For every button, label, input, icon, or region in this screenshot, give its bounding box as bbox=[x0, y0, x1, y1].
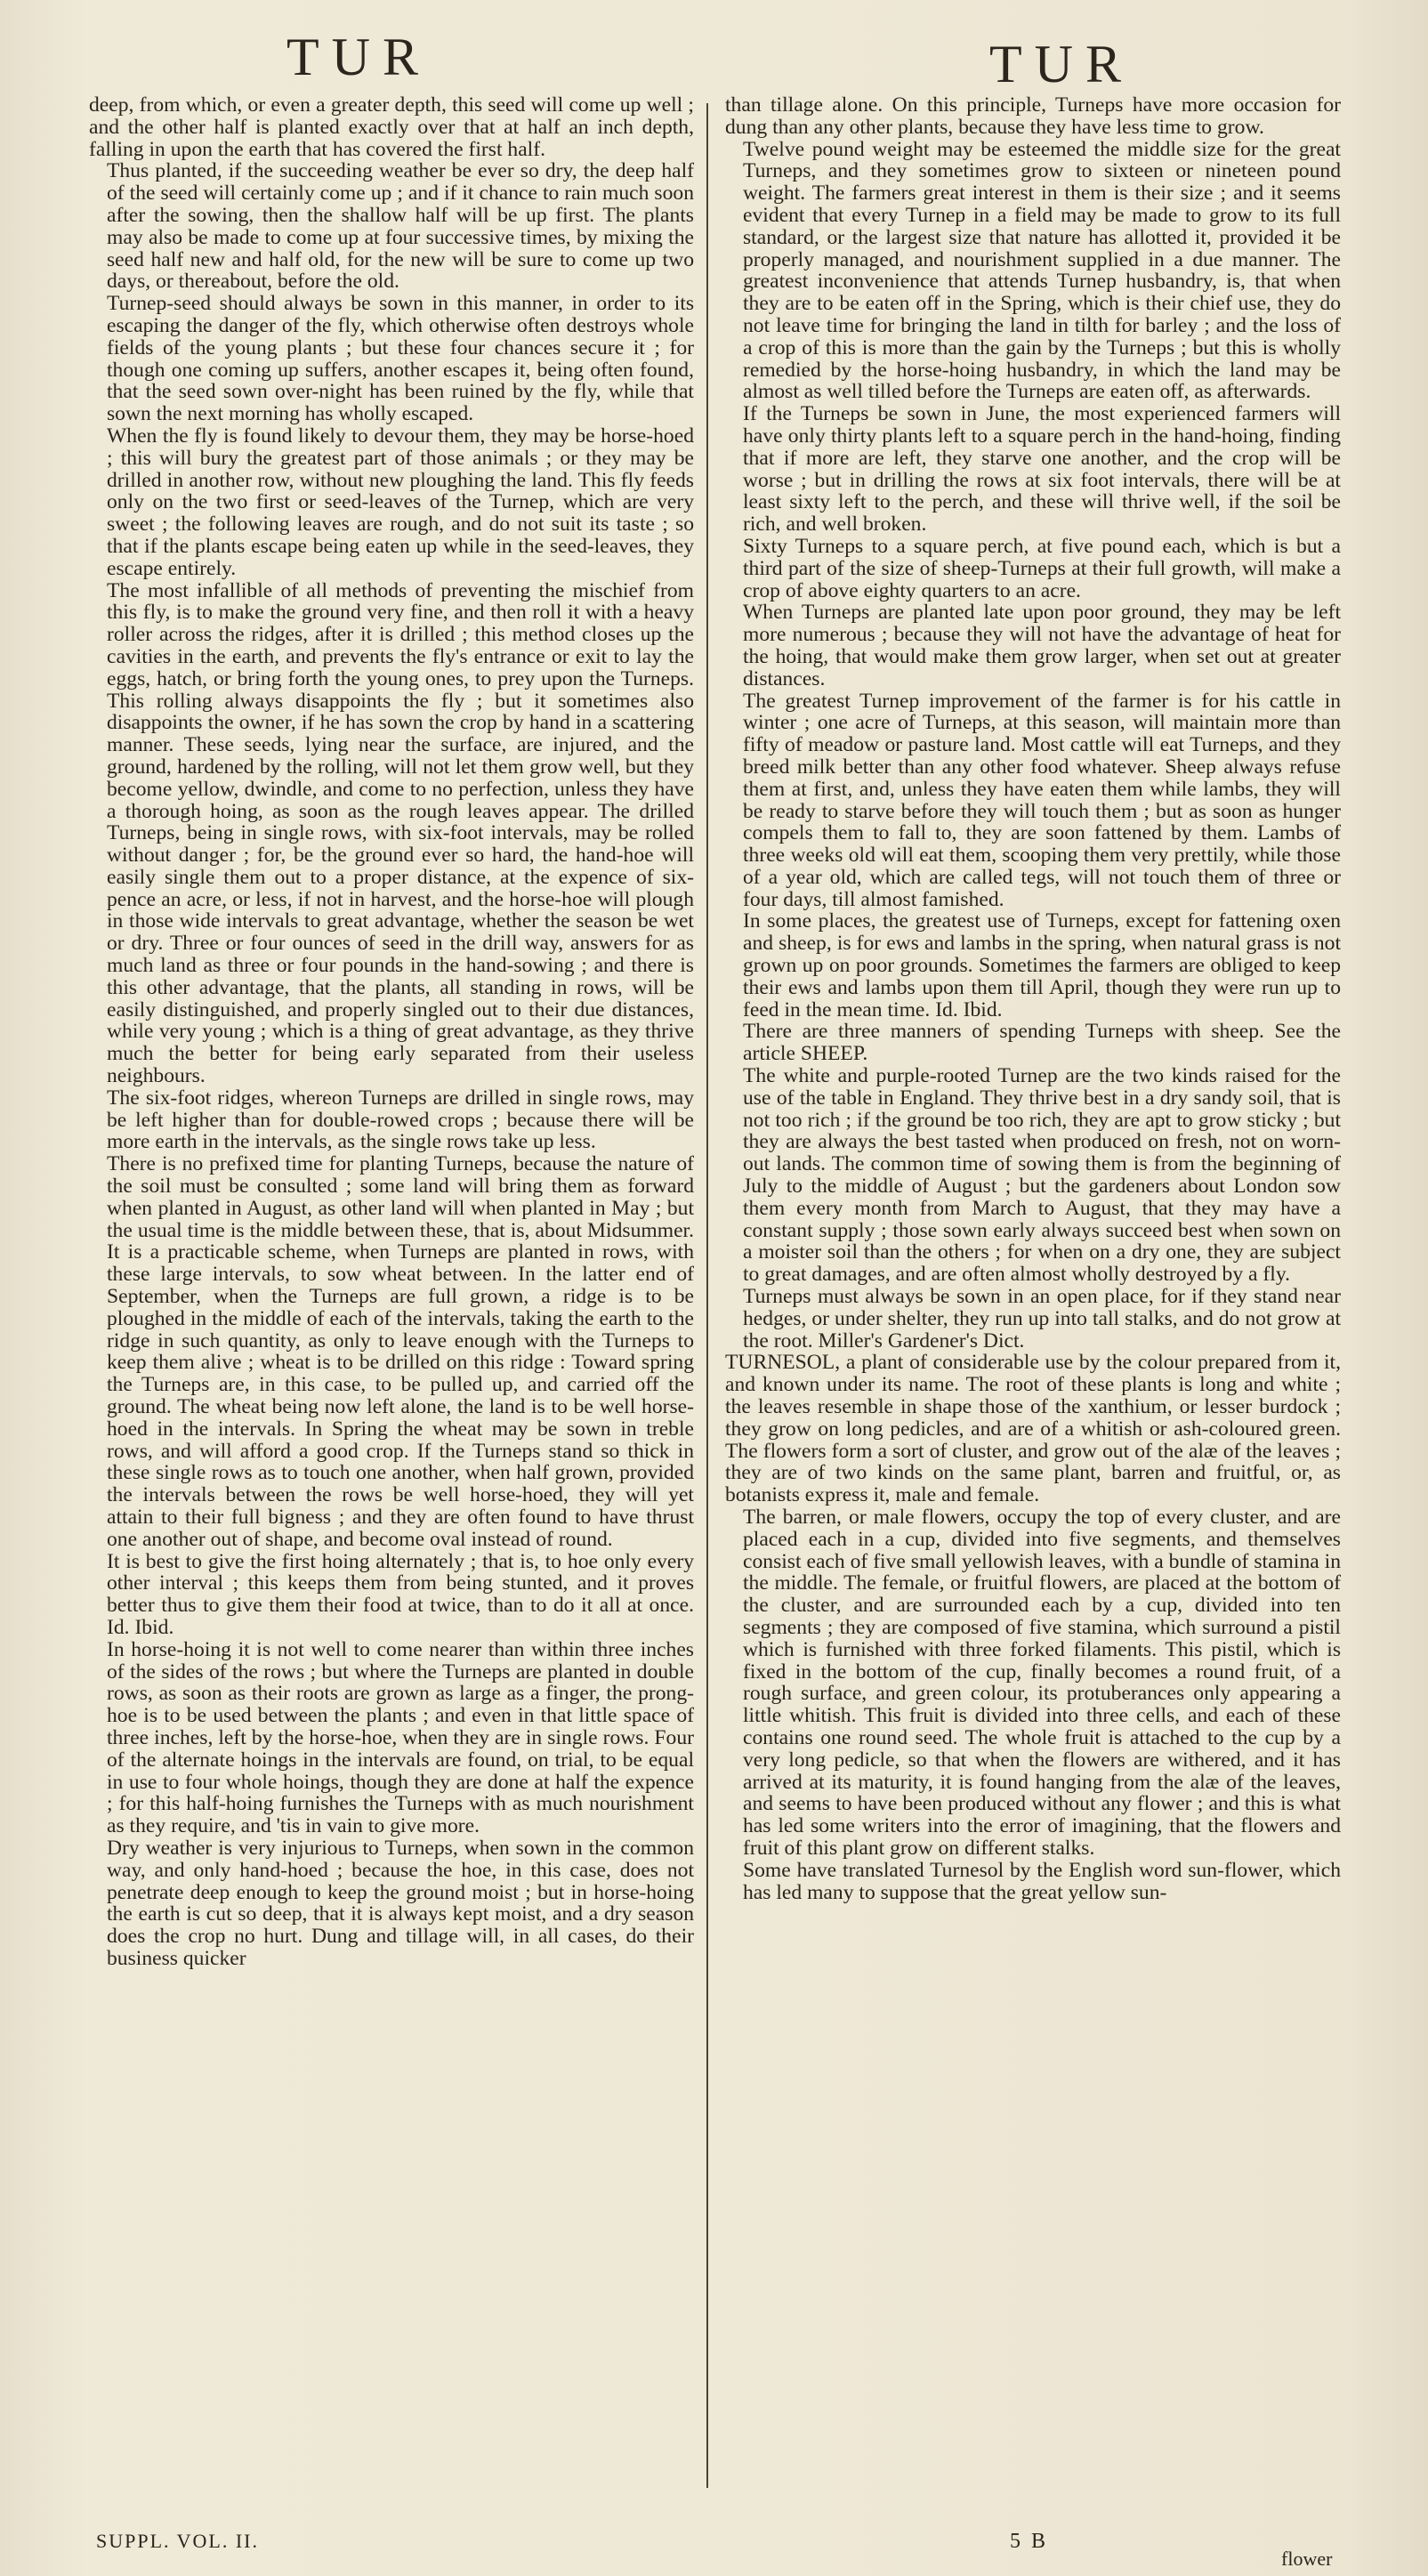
paragraph: In horse-hoing it is not well to come nearer than within three inches of the sides of the rows ; but where the Turneps are planted in double rows, as soon as their roots are grown as large as a finger, the prong-hoe is to be used between the plants ; and even in that little space of three inches, left by the horse-hoe, when they are in single rows. Four of the alternate hoings in the intervals are found, on trial, to be equal in use to four whole hoings, though they are done at half the expence ; for this half-hoing furnishes the Turneps with as much nourishment as they require, and 'tis in vain to give more. bbox=[107, 1637, 694, 1838]
paragraph: Turneps must always be sown in an open place, for if they stand near hedges, or under shelter, they run up into tall stalks, and do not grow at the root. Miller's Gardener's Dict. bbox=[743, 1285, 1341, 1353]
paragraph: There are three manners of spending Turneps with sheep. See the article SHEEP. bbox=[743, 1020, 1341, 1066]
paragraph: When the fly is found likely to devour them, they may be horse-hoed ; this will bury the greatest part of those animals ; or they may be drilled in another row, without new ploughing the land. This fly feeds only on the two first or seed-leaves of the Turnep, which are very sweet ; the following leaves are rough, and do not suit its taste ; so that if the plants escape being eaten up while in the seed-leaves, they escape entirely. bbox=[107, 424, 694, 580]
paragraph: Thus planted, if the succeeding weather be ever so dry, the deep half of the seed will certainly come up ; and if it chance to rain much soon after the sowing, then the shallow half will be up first. The plants may also be made to come up at four successive times, by mixing the seed half new and half old, for the new will be sure to come up two days, or thereabout, before the old. bbox=[107, 159, 694, 294]
paragraph: Some have translated Turnesol by the English word sun-flower, which has led many to suppose that the great yellow sun- bbox=[743, 1858, 1341, 1904]
paragraph: There is no prefixed time for planting Turneps, because the nature of the soil must be consulted ; some land will bring them as forward when planted in August, as other land will when planted in May ; but the usual time is the middle between these, that is, about Midsummer. It is a practicable scheme, when Turneps are planted in rows, with these large intervals, to sow wheat between. In the latter end of September, when the Turneps are full grown, a ridge is to be ploughed in the middle of each of the intervals, taking the earth to the ridge in such quantity, as only to leave enough with the Turneps to keep them alive ; wheat is to be drilled on this ridge : Toward spring the Turneps are, in this case, to be pulled up, and carried off the ground. The wheat being now left alone, the land is to be well horse-hoed in the intervals. In Spring the wheat may be sown in treble rows, and will afford a good crop. If the Turneps stand so thick in these single rows as to touch one another, when half grown, provided the intervals between the rows be well horse-hoed, they will yet attain to their full bigness ; and they are often found to have thrust one another out of shape, and become oval instead of round. bbox=[107, 1152, 694, 1551]
paragraph: If the Turneps be sown in June, the most experienced farmers will have only thirty plants left to a square perch in the hand-hoing, finding that if more are left, they starve one another, and the crop will be worse ; but in drilling the rows at six foot intervals, there will be at least sixty left to the perch, and these will thrive well, if the soil be rich, and well broken. bbox=[743, 402, 1341, 537]
column-divider bbox=[706, 103, 708, 2488]
paragraph: The greatest Turnep improvement of the farmer is for his cattle in winter ; one acre of Turneps, at this season, will maintain more than fifty of meadow or pasture land. Most cattle will eat Turneps, and they breed milk better than any other food whatever. Sheep always refuse them at first, and, unless they have eaten them while lambs, they will be ready to starve before they will touch them ; but as soon as hunger compels them to fall to, they are soon fattened by them. Lambs of three weeks old will eat them, scooping them very prettily, while those of a year old, which are called tegs, will not touch them of three or four days, till almost famished. bbox=[743, 689, 1341, 911]
paragraph: deep, from which, or even a greater depth, this seed will come up well ; and the other half is planted exactly over that at half an inch depth, falling in upon the earth that has covered the first half. bbox=[89, 94, 694, 161]
right-column bbox=[725, 94, 1341, 2497]
running-head-right: TUR bbox=[989, 35, 1134, 93]
entry-turnesol: TURNESOL, a plant of considerable use by the colour prepared from it, and known under its name. The root of these plants is long and white ; the leaves resemble in shape those of the xanthium, or lesser burdock ; they grow on long pedicles, and are of a whitish or ash-coloured green. The flowers form a sort of cluster, and grow out of the alæ of the leaves ; they are of two kinds on the same plant, barren and fruitful, or, as botanists express it, male and female. bbox=[725, 1351, 1341, 1507]
paragraph: Twelve pound weight may be esteemed the middle size for the great Turneps, and they sometimes grow to sixteen or nineteen pound weight. The farmers great interest in them is their size ; and it seems evident that every Turnep in a field may be made to grow to its full standard, or the largest size that nature has allotted it, provided it be properly managed, and nourishment supplied in a due manner. The greatest inconvenience that attends Turnep husbandry, is, that when they are to be eaten off in the Spring, which is their chief use, they do not leave time for bringing the land in tilth for barley ; and the loss of a crop of this is more than the gain by the Turneps ; but this is wholly remedied by the horse-hoing husbandry, in which the land may be almost as well tilled before the Turneps are eaten off, as afterwards. bbox=[743, 137, 1341, 404]
paragraph: In some places, the greatest use of Turneps, except for fattening oxen and sheep, is for ews and lambs in the spring, when natural grass is not grown up on poor grounds. Sometimes the farmers are obliged to keep their ews and lambs upon them till April, though they were run up to feed in the mean time. Id. Ibid. bbox=[743, 909, 1341, 1022]
paragraph: It is best to give the first hoing alternately ; that is, to hoe only every other interval ; this keeps them from being stunted, and it proves better thus to give them their food at twice, than to do it all at once. Id. Ibid. bbox=[107, 1549, 694, 1639]
paragraph: The barren, or male flowers, occupy the top of every cluster, and are placed each in a cup, divided into five segments, and themselves consist each of five small yellowish leaves, with a bundle of stamina in the middle. The female, or fruitful flowers, are placed at the bottom of the cluster, and are surrounded each by a cup, divided into ten segments ; they are composed of five stamina, which surround a pistil which is furnished with three forked filaments. This pistil, which is fixed in the bottom of the cup, finally becomes a round fruit, of a rough surface, and green colour, its protuberances only appearing a little whitish. This fruit is divided into three cells, and each of these contains one round seed. The whole fruit is attached to the cup by a very long pedicle, so that when the flowers are withered, and it has arrived at its maturity, it is found hanging from the alæ of the leaves, and seems to have been produced without any flower ; and this is what has led some writers into the error of imagining, that the flowers and fruit of this plant grow on different stalks. bbox=[743, 1506, 1341, 1860]
paragraph: The white and purple-rooted Turnep are the two kinds raised for the use of the table in England. They thrive best in a dry sandy soil, that is not too rich ; if the ground be too rich, they are apt to grow sticky ; but they are always the best tasted when produced on fresh, not on worn-out lands. The common time of sowing them is from the beginning of July to the middle of August ; but the gardeners about London sow them every month from March to August, that they may have a constant supply ; those sown early always succeed best when sown on a moister soil than the others ; for when on a dry one, they are subject to great damages, and are often almost wholly destroyed by a fly. bbox=[743, 1064, 1341, 1287]
catchword: flower bbox=[1281, 2548, 1333, 2570]
paragraph: Sixty Turneps to a square perch, at five pound each, which is but a third part of the size of sheep-Turneps at their full growth, will make a crop of above eighty quarters to an acre. bbox=[743, 534, 1341, 602]
paragraph: Dry weather is very injurious to Turneps, when sown in the common way, and only hand-hoed ; because the hoe, in this case, does not penetrate deep enough to keep the ground moist ; but in horse-hoing the earth is cut so deep, that it is always kept moist, and a dry season does the crop no hurt. Dung and tillage will, in all cases, do their business quicker bbox=[107, 1836, 694, 1970]
signature-mark: 5 B bbox=[1010, 2530, 1049, 2553]
paragraph: When Turneps are planted late upon poor ground, they may be left more numerous ; because they will not have the advantage of heat for the hoing, that would make them grow larger, when set out at greater distances. bbox=[743, 601, 1341, 690]
paragraph: Turnep-seed should always be sown in this manner, in order to its escaping the danger of the fly, which otherwise often destroys whole fields of the young plants ; but these four chances secure it ; for though one coming up suffers, another escapes it, being often found, that the seed sown over-night has been ruined by the fly, while that sown the next morning has wholly escaped. bbox=[107, 292, 694, 426]
signature-line: SUPPL. VOL. II. bbox=[96, 2530, 260, 2552]
left-column bbox=[89, 94, 694, 2497]
paragraph: The six-foot ridges, whereon Turneps are drilled in single rows, may be left higher than for double-rowed crops ; because there will be more earth in the intervals, as the single rows take up less. bbox=[107, 1086, 694, 1154]
paragraph: The most infallible of all methods of preventing the mischief from this fly, is to make the ground very fine, and then roll it with a heavy roller across the ridges, after it is drilled ; this method closes up the cavities in the earth, and prevents the fly's entrance or exit to lay the eggs, hatch, or bring forth the young ones, to prey upon the Turneps. This rolling always disappoints the fly ; but it sometimes also disappoints the owner, if he has sown the crop by hand in a scattering manner. These seeds, lying near the surface, are injured, and the ground, hardened by the rolling, will not let them grow well, but they become yellow, dwindle, and come to no perfection, unless they have a thorough hoing, as soon as the rough leaves appear. The drilled Turneps, being in single rows, with six-foot intervals, may be rolled without danger ; for, be the ground ever so hard, the hand-hoe will easily single them out to a proper distance, at the expence of six-pence an acre, or less, if not in harvest, and the horse-hoe will plough in those wide intervals to great advantage, whether the season be wet or dry. Three or four ounces of seed in the drill way, answers for as much land as three or four pounds in the hand-sowing ; and there is this other advantage, that the plants, all standing in rows, will be easily distinguished, and properly singled out to their due distances, while very young ; which is a thing of great advantage, as they thrive much the better for being early separated from their useless neighbours. bbox=[107, 578, 694, 1088]
paragraph: than tillage alone. On this principle, Turneps have more occasion for dung than any other plants, because they have less time to grow. bbox=[725, 94, 1341, 139]
running-head-left: TUR bbox=[286, 28, 431, 86]
